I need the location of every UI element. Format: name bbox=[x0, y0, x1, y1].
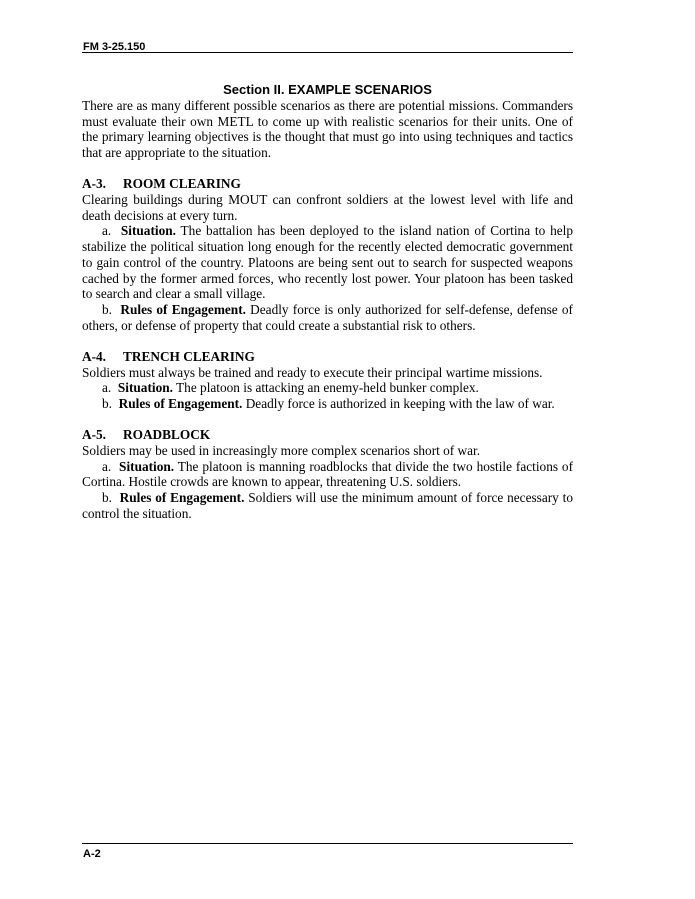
subparagraph-text: The battalion has been deployed to the island nation of Cortina to help stabilize the political situation long enough for the recently elected democratic government to gain control of the country. Platoons are being sent out to search for suspected weapons cached by the former armed forces, who recently lost power. Your platoon has been tasked to search and clear a small village. bbox=[82, 223, 573, 302]
paragraph-number: A-4. bbox=[82, 348, 107, 364]
subparagraph-label: Situation. bbox=[117, 380, 173, 396]
paragraph-roadblock bbox=[82, 427, 573, 521]
paragraph-number: A-3. bbox=[82, 176, 107, 192]
section-title: Section II. EXAMPLE SCENARIOS bbox=[223, 82, 432, 97]
page-number: A-2 bbox=[83, 848, 101, 860]
subparagraph-text: Deadly force is only authorized for self-defense, defense of others, or defense of property that could create a substantial risk to others. bbox=[82, 301, 573, 333]
subparagraph-rules-of-engagement bbox=[82, 396, 573, 412]
subparagraph-letter: b. bbox=[102, 395, 112, 411]
subparagraph-label: Situation. bbox=[120, 223, 176, 239]
subparagraph-text: Soldiers will use the minimum amount of force necessary to control the situation. bbox=[82, 489, 573, 521]
paragraph-number: A-5. bbox=[82, 427, 107, 443]
subparagraph-letter: b. bbox=[102, 489, 112, 505]
paragraph-intro: Soldiers must always be trained and ready to execute their principal wartime missions. bbox=[82, 364, 543, 380]
paragraph-intro: Clearing buildings during MOUT can confront soldiers at the lowest level with life and death decisions at every turn. bbox=[82, 192, 573, 223]
paragraph-title: ROADBLOCK bbox=[123, 427, 211, 443]
subparagraph-situation bbox=[82, 459, 573, 490]
section-intro: There are as many different possible scenarios as there are potential missions. Commanders must evaluate their own METL to come up with realistic scenarios for their units. One of the primary learning objectives is the thought that must go into using techniques and tactics that are appropriate to the situation. bbox=[82, 98, 573, 161]
paragraph-intro: Soldiers may be used in increasingly more complex scenarios short of war. bbox=[82, 442, 481, 458]
subparagraph-label: Rules of Engagement. bbox=[120, 301, 246, 317]
subparagraph-situation bbox=[82, 223, 573, 302]
subparagraph-letter: a. bbox=[102, 223, 112, 239]
subparagraph-label: Situation. bbox=[119, 458, 175, 474]
subparagraph-label: Rules of Engagement. bbox=[118, 395, 243, 411]
subparagraph-situation bbox=[82, 380, 573, 396]
footer-rule bbox=[82, 843, 573, 844]
field-manual-id: FM 3-25.150 bbox=[83, 41, 146, 53]
subparagraph-text: Deadly force is authorized in keeping with the law of war. bbox=[245, 395, 555, 411]
paragraph-title: TRENCH CLEARING bbox=[123, 348, 255, 364]
subparagraph-letter: b. bbox=[102, 301, 112, 317]
header-rule bbox=[82, 52, 573, 53]
page-body bbox=[82, 82, 573, 521]
paragraph-heading bbox=[82, 427, 573, 443]
subparagraph-rules-of-engagement bbox=[82, 302, 573, 333]
subparagraph-letter: a. bbox=[102, 380, 112, 396]
subparagraph-text: The platoon is manning roadblocks that divide the two hostile factions of Cortina. Hostile crowds are known to appear, threatening U.S. soldiers. bbox=[82, 458, 573, 490]
paragraph-trench-clearing bbox=[82, 349, 573, 412]
subparagraph-rules-of-engagement bbox=[82, 490, 573, 521]
paragraph-heading bbox=[82, 349, 573, 365]
paragraph-heading bbox=[82, 176, 573, 192]
paragraph-room-clearing bbox=[82, 176, 573, 333]
subparagraph-letter: a. bbox=[102, 458, 112, 474]
subparagraph-text: The platoon is attacking an enemy-held bunker complex. bbox=[176, 380, 479, 396]
subparagraph-label: Rules of Engagement. bbox=[119, 489, 245, 505]
paragraph-title: ROOM CLEARING bbox=[123, 176, 241, 192]
